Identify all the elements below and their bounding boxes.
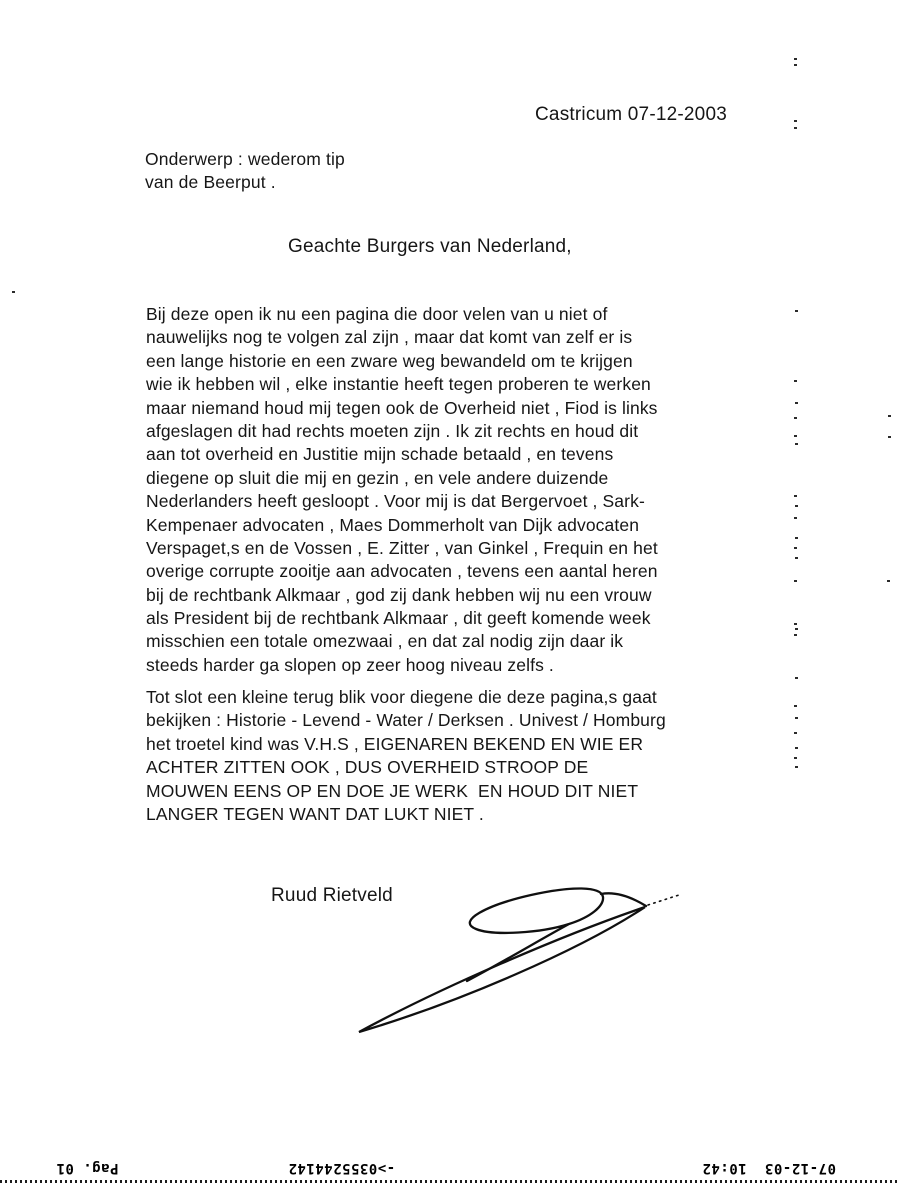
text-line: Bij deze open ik nu een pagina die door velen van u niet of [146,304,608,324]
scan-speckle-dot [795,402,798,404]
text-line: een lange historie en een zware weg bewandeld om te krijgen [146,350,633,371]
scan-speckle-dot [794,732,797,734]
fax-footer-number-upside-down: ->0355244142 [288,1160,396,1176]
subject-line-2: van de Beerput . [145,172,276,192]
fax-footer-datetime-upside-down: 07-12-03 10:42 [702,1160,836,1176]
text-line: als President bij de rechtbank Alkmaar , dit geeft komende week [146,608,651,629]
text-line: diegene op sluit die mij en gezin , en vele andere duizende [146,467,609,488]
scan-speckle-dot [794,757,797,759]
text-line: misschien een totale omezwaai , en dat zal nodig zijn daar ik [146,631,624,652]
scan-speckle-dot [794,435,797,437]
text-line: overige corrupte zooitje aan advocaten , tevens een aantal heren [146,561,658,582]
scan-speckle-dot [794,120,797,122]
text-line: Nederlanders heeft gesloopt . Voor mij is dat Bergervoet , Sark- [146,491,645,512]
scan-speckle-dot [795,443,798,445]
scan-speckle-dot [795,717,798,719]
text-line: aan tot overheid en Justitie mijn schade betaald , en tevens [146,444,614,465]
scan-speckle-dot [794,623,797,625]
handwritten-signature-scribble [345,880,690,1050]
signer-name: Ruud Rietveld [271,885,393,906]
text-line: Verspaget,s en de Vossen , E. Zitter , van Ginkel , Frequin en het [146,537,658,558]
scan-speckle-dot [795,505,798,507]
body-paragraph-1 [146,303,786,677]
text-line: Tot slot een kleine terug blik voor diegene die deze pagina,s gaat [146,687,657,707]
text-line: ACHTER ZITTEN OOK , DUS OVERHEID STROOP DE [146,757,589,778]
scan-speckle-dot [794,547,797,549]
date-line: Castricum 07-12-2003 [535,104,727,125]
text-line: afgeslagen dit had rechts moeten zijn . Ik zit rechts en houd dit [146,420,639,441]
signature-swoosh [359,907,645,1032]
scan-speckle-dot [888,436,891,438]
text-line: wie ik hebben wil , elke instantie heeft tegen proberen te werken [146,374,651,395]
scan-speckle-dot [794,64,797,66]
scan-speckle-dot [795,557,798,559]
signature-fading-tail [648,895,679,905]
fax-footer-page-upside-down: Pag. 01 [56,1160,119,1176]
text-line: maar niemand houd mij tegen ook de Overheid niet , Fiod is links [146,397,658,418]
text-line: MOUWEN EENS OP EN DOE JE WERK EN HOUD DIT NIET [146,780,639,801]
signature-hook [601,893,646,906]
scan-speckle-dot [794,705,797,707]
text-line: nauwelijks nog te volgen zal zijn , maar dat komt van zelf er is [146,327,633,348]
subject-block [145,148,345,194]
text-line: bij de rechtbank Alkmaar , god zij dank hebben wij nu een vrouw [146,584,652,605]
scan-speckle-dot [795,537,798,539]
salutation: Geachte Burgers van Nederland, [288,236,572,257]
scan-speckle-dot [794,417,797,419]
scan-speckle-dot [794,634,797,636]
body-paragraph-2 [146,686,806,826]
scan-speckle-dot [795,747,798,749]
scan-speckle-dot [794,495,797,497]
signature-loop [467,888,603,981]
scan-speckle-dot [794,380,797,382]
text-line: steeds harder ga slopen op zeer hoog niveau zelfs . [146,654,554,675]
perforation-dotted-line [0,1180,900,1183]
text-line: LANGER TEGEN WANT DAT LUKT NIET . [146,803,484,824]
text-line: bekijken : Historie - Levend - Water / Derksen . Univest / Homburg [146,710,666,731]
scan-speckle-dot [794,580,797,582]
scan-speckle-dot [795,628,798,630]
scan-speckle-dot [794,58,797,60]
scan-speckle-dot [794,127,797,129]
scan-speckle-dot [887,580,890,582]
scan-speckle-dot [888,415,891,417]
scan-speckle-dot [795,766,798,768]
text-line: Kempenaer advocaten , Maes Dommerholt van Dijk advocaten [146,514,640,535]
scan-speckle-dot [794,517,797,519]
scan-speckle-dot [12,291,15,293]
scan-speckle-dot [795,310,798,312]
text-line: het troetel kind was V.H.S , EIGENAREN BEKEND EN WIE ER [146,733,644,754]
subject-line-1: Onderwerp : wederom tip [145,149,345,169]
scan-speckle-dot [795,677,798,679]
